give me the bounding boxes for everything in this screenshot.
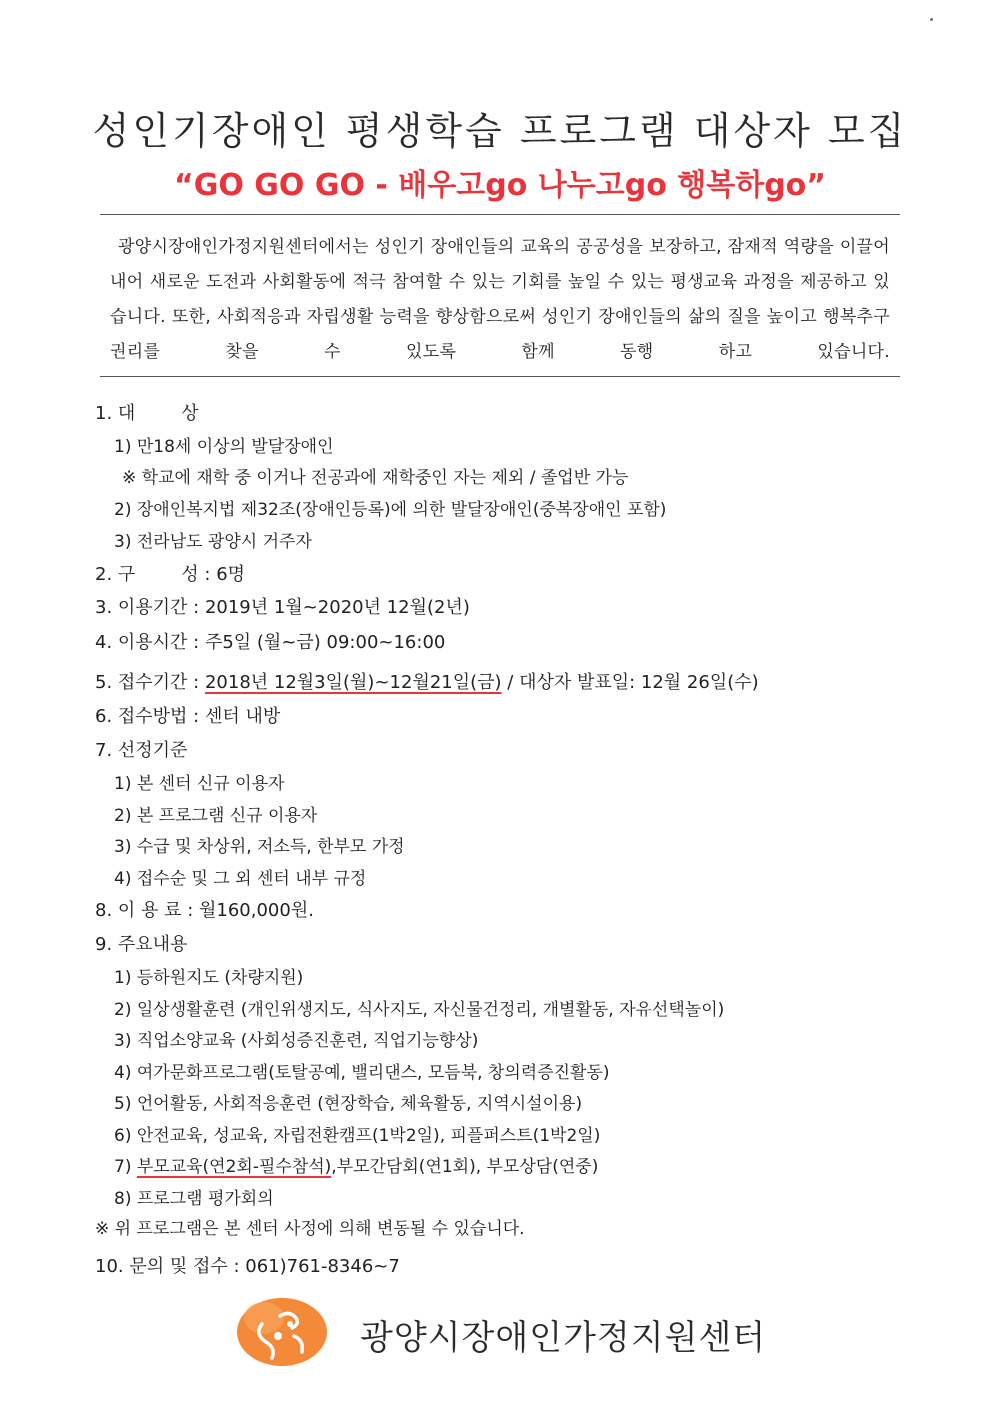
intro-text: 광양시장애인가정지원센터에서는 성인기 장애인들의 교육의 공공성을 보장하고, 잠재적 역량을 이끌어 내어 새로운 도전과 사회활동에 적극 참여할 수 있는 기회를 높일 수 있는 평생교육 과정을 제공하고 있습니다. 또한, 사회적응과 자립생활 능력을 향상함으로써 성인기 장애인들의 삶의 질을 높이고 행복추구권리를 찾을 수 있도록 함께 동행 하고 있습니다. bbox=[110, 237, 890, 362]
scan-speck bbox=[930, 18, 933, 21]
section-7-item-2: 2) 본 프로그램 신규 이용자 bbox=[114, 806, 318, 826]
section-1-item-3: 3) 전라남도 광양시 거주자 bbox=[114, 532, 312, 552]
page-title: 성인기장애인 평생학습 프로그램 대상자 모집 bbox=[92, 109, 908, 153]
divider-top bbox=[100, 214, 900, 215]
organization-name: 광양시장애인가정지원센터 bbox=[360, 1318, 767, 1358]
section-1-item-2: 2) 장애인복지법 제32조(장애인등록)에 의한 발달장애인(중복장애인 포함) bbox=[114, 500, 667, 520]
section-8-fee: 8. 이 용 료 : 월160,000원. bbox=[95, 900, 314, 921]
section-9-item-7: 7) 부모교육(연2회-필수참석),부모간담회(연1회), 부모상담(연중) bbox=[114, 1157, 599, 1177]
section-9-item-2: 2) 일상생활훈련 (개인위생지도, 식사지도, 자신물건정리, 개별활동, 자유선택놀이) bbox=[114, 1000, 725, 1020]
section-4-hours: 4. 이용시간 : 주5일 (월~금) 09:00~16:00 bbox=[95, 632, 446, 653]
application-dates: 2018년 12월3일(월)~12월21일(금) bbox=[204, 672, 502, 693]
divider-bottom bbox=[100, 376, 900, 377]
section-9-item-8: 8) 프로그램 평가회의 bbox=[114, 1189, 274, 1209]
section-9-item-1: 1) 등하원지도 (차량지원) bbox=[114, 968, 304, 988]
section-9-heading: 9. 주요내용 bbox=[95, 934, 188, 955]
section-7-heading: 7. 선정기준 bbox=[95, 740, 188, 761]
section-1-heading: 1. 대 상 bbox=[95, 403, 199, 424]
section-9-item-5: 5) 언어활동, 사회적응훈련 (현장학습, 체육활동, 지역시설이용) bbox=[114, 1094, 583, 1114]
section-1-item-1: 1) 만18세 이상의 발달장애인 bbox=[114, 437, 334, 457]
parent-education-required: 부모교육(연2회-필수참석) bbox=[136, 1157, 332, 1177]
page-subtitle: “GO GO GO - 배우고go 나누고go 행복하go” bbox=[173, 168, 826, 203]
section-7-item-4: 4) 접수순 및 그 외 센터 내부 규정 bbox=[114, 869, 367, 889]
section-10-contact: 10. 문의 및 접수 : 061)761-8346~7 bbox=[95, 1256, 400, 1277]
section-7-item-3: 3) 수급 및 차상위, 저소득, 한부모 가정 bbox=[114, 837, 405, 857]
intro-paragraph bbox=[110, 230, 890, 370]
section-9-item-3: 3) 직업소양교육 (사회성증진훈련, 직업기능향상) bbox=[114, 1031, 479, 1051]
section-3-period: 3. 이용기간 : 2019년 1월~2020년 12월(2년) bbox=[95, 597, 470, 618]
orange-family-logo-icon bbox=[234, 1294, 330, 1370]
section-9-item-6: 6) 안전교육, 성교육, 자립전환캠프(1박2일), 피플퍼스트(1박2일) bbox=[114, 1126, 601, 1146]
section-6-method: 6. 접수방법 : 센터 내방 bbox=[95, 706, 281, 727]
section-9-item-4: 4) 여가문화프로그램(토탈공예, 밸리댄스, 모듬북, 창의력증진활동) bbox=[114, 1063, 610, 1083]
section-7-item-1: 1) 본 센터 신규 이용자 bbox=[114, 774, 285, 794]
section-5-application-period: 5. 접수기간 : 2018년 12월3일(월)~12월21일(금) / 대상자 발표일: 12월 26일(수) bbox=[95, 672, 759, 693]
section-1-note: ※ 학교에 재학 중 이거나 전공과에 재학중인 자는 제외 / 졸업반 가능 bbox=[122, 468, 629, 488]
section-2-composition: 2. 구 성 : 6명 bbox=[95, 564, 246, 585]
section-9-note: ※ 위 프로그램은 본 센터 사정에 의해 변동될 수 있습니다. bbox=[95, 1219, 525, 1239]
